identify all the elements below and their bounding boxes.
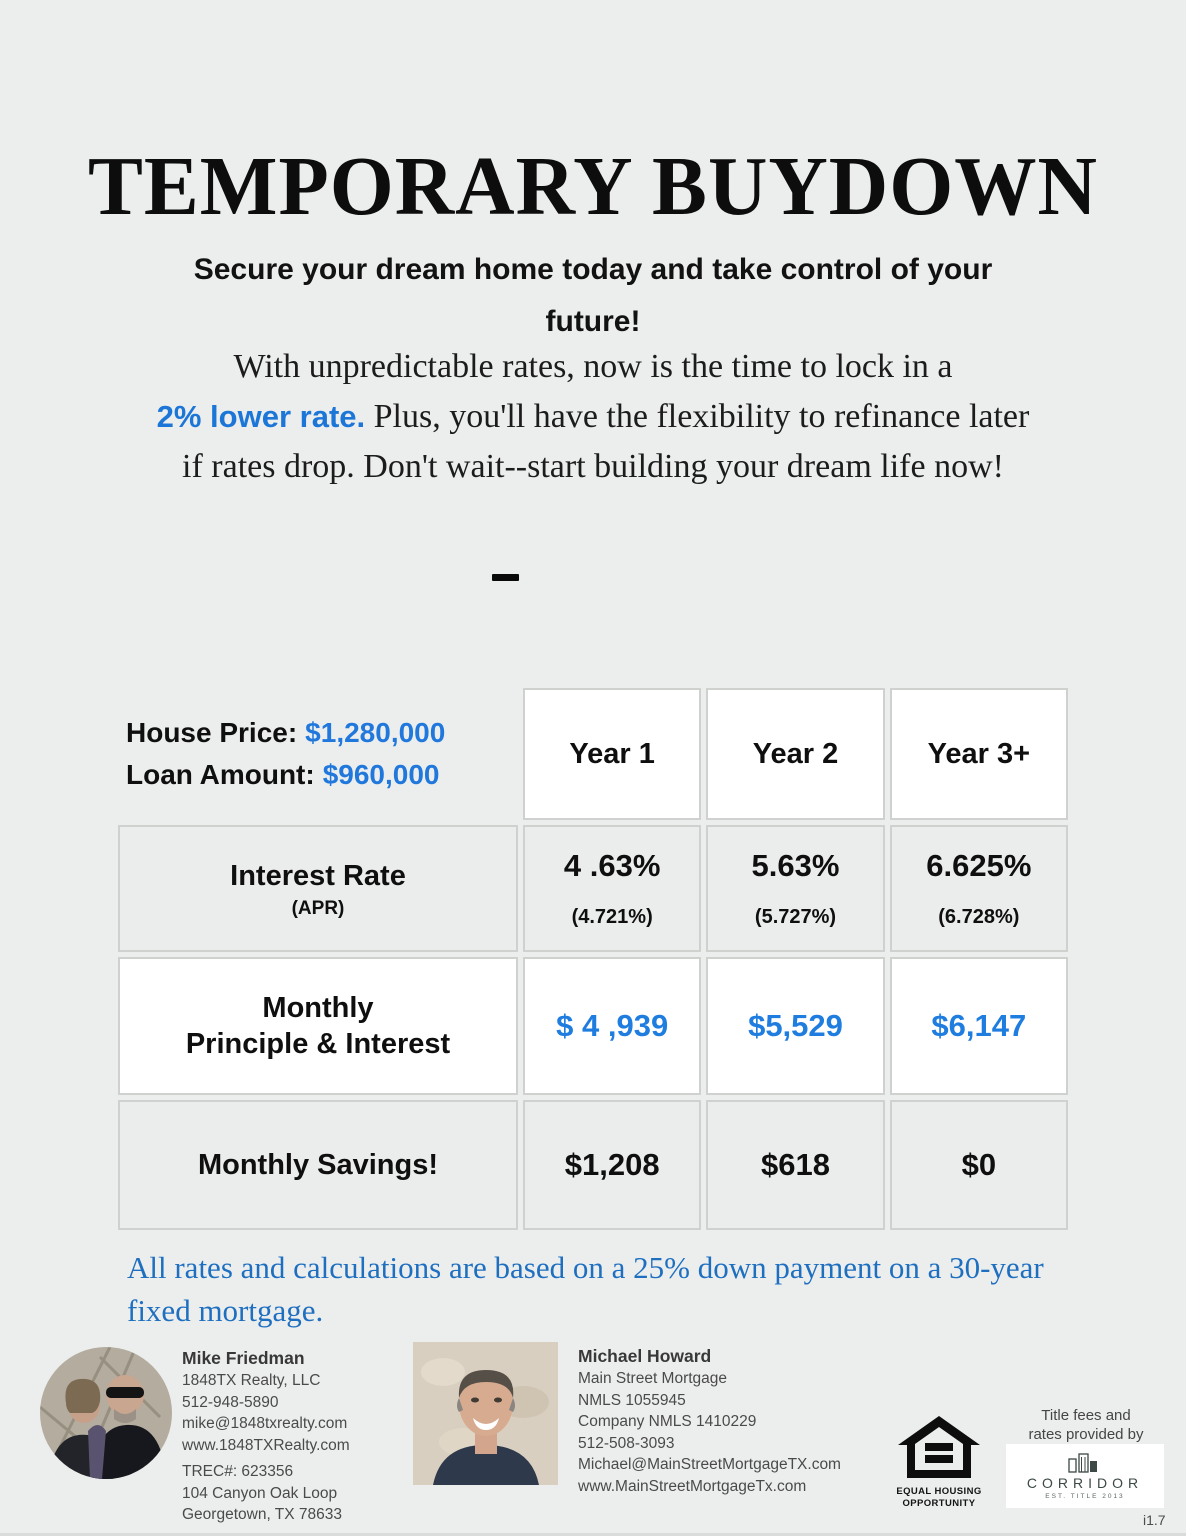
equal-housing-caption xyxy=(896,1486,982,1510)
corridor-tagline: EST. TITLE 2013 xyxy=(1045,1492,1125,1500)
lender-company: Main Street Mortgage xyxy=(578,1370,728,1387)
agent-photo-mike-friedman xyxy=(40,1347,172,1479)
lender-email: Michael@MainStreetMortgageTX.com xyxy=(578,1456,841,1473)
interest-rate-year-1 xyxy=(523,825,701,952)
house-price-label: House Price: xyxy=(126,717,298,748)
interest-rate-label-cell xyxy=(118,825,518,952)
loan-amount-label: Loan Amount: xyxy=(126,759,315,790)
house-price-value: $1,280,000 xyxy=(305,717,446,748)
title-fees-line-2: rates provided by xyxy=(1028,1426,1144,1443)
column-header-year-1: Year 1 xyxy=(523,688,701,820)
page-title: TEMPORARY BUYDOWN xyxy=(88,140,1098,233)
savings-year-2: $618 xyxy=(706,1100,884,1230)
title-fees-line-1: Title fees and xyxy=(1041,1407,1131,1424)
intro-line-1: With unpredictable rates, now is the time to lock in a xyxy=(233,348,953,385)
intro-line-2 xyxy=(0,392,1186,442)
loan-amount-line xyxy=(126,754,440,796)
payment-label-line-1: Monthly xyxy=(262,992,374,1024)
column-header-year-2: Year 2 xyxy=(706,688,884,820)
loan-amount-value: $960,000 xyxy=(322,759,440,790)
lender-website: www.MainStreetMortgageTx.com xyxy=(578,1477,807,1495)
column-header-year-3: Year 3+ xyxy=(890,688,1068,820)
interest-rate-year-3 xyxy=(890,825,1068,952)
rate-year-2: 5.63% xyxy=(751,848,840,883)
version-tag: i1.7 xyxy=(1143,1512,1166,1528)
lender-photo-illustration xyxy=(413,1342,558,1485)
title-fees-caption xyxy=(1000,1406,1172,1444)
disclaimer-note: All rates and calculations are based on a 25% down payment on a 30-year fixed mortgage. xyxy=(127,1250,1044,1328)
intro-line-2-rest: Plus, you'll have the flexibility to refinance later xyxy=(373,398,1030,435)
apr-year-3: (6.728%) xyxy=(938,906,1020,928)
subtitle-line-2: future! xyxy=(545,305,641,338)
intro-line-3: if rates drop. Don't wait--start building your dream life now! xyxy=(182,448,1004,485)
lender-company-nmls: Company NMLS 1410229 xyxy=(578,1413,757,1430)
payment-year-3: $6,147 xyxy=(890,957,1068,1095)
agent-address-2: Georgetown, TX 78633 xyxy=(182,1506,342,1523)
savings-year-1: $1,208 xyxy=(523,1100,701,1230)
corridor-title-logo xyxy=(1006,1444,1164,1508)
lender-name: Michael Howard xyxy=(578,1346,712,1366)
payment-year-2: $5,529 xyxy=(706,957,884,1095)
buydown-rate-table xyxy=(118,688,1068,1230)
lender-nmls: NMLS 1055945 xyxy=(578,1391,686,1409)
house-price-line xyxy=(126,712,445,754)
couple-photo-illustration xyxy=(40,1347,172,1479)
loan-summary-cell xyxy=(118,688,518,820)
interest-rate-year-2 xyxy=(706,825,884,952)
equal-housing-caption-line-2: OPPORTUNITY xyxy=(902,1498,976,1509)
apr-sublabel: (APR) xyxy=(291,897,345,919)
contact-card-michael-howard xyxy=(578,1344,841,1497)
agent-email: mike@1848txrealty.com xyxy=(182,1415,348,1432)
rate-year-1: 4 .63% xyxy=(563,848,661,883)
equal-housing-logo xyxy=(896,1416,982,1510)
payment-label-line-2: Principle & Interest xyxy=(185,1028,451,1060)
payment-label-cell xyxy=(118,957,518,1095)
equal-housing-caption-line-1: EQUAL HOUSING xyxy=(896,1486,982,1497)
equal-housing-house-icon xyxy=(898,1416,980,1478)
agent-photo-michael-howard xyxy=(413,1342,558,1485)
contact-card-mike-friedman xyxy=(182,1346,350,1526)
subtitle xyxy=(0,244,1186,348)
agent-address-1: 104 Canyon Oak Loop xyxy=(182,1484,338,1502)
subtitle-line-1: Secure your dream home today and take control of your xyxy=(193,253,993,286)
rate-year-3: 6.625% xyxy=(926,848,1032,883)
agent-website: www.1848TXRealty.com xyxy=(182,1436,350,1454)
agent-phone: 512-948-5890 xyxy=(182,1393,279,1411)
divider-dash xyxy=(492,574,519,581)
corridor-wordmark: CORRIDOR xyxy=(1026,1474,1144,1491)
corridor-buildings-icon xyxy=(1068,1453,1102,1473)
agent-name: Mike Friedman xyxy=(182,1348,305,1368)
apr-year-1: (4.721%) xyxy=(571,906,653,928)
agent-company: 1848TX Realty, LLC xyxy=(182,1372,321,1389)
savings-year-3: $0 xyxy=(890,1100,1068,1230)
savings-label-cell: Monthly Savings! xyxy=(118,1100,518,1230)
agent-license: TREC#: 623356 xyxy=(182,1463,294,1480)
lender-phone: 512-508-3093 xyxy=(578,1434,675,1452)
payment-year-1: $ 4 ,939 xyxy=(523,957,701,1095)
interest-rate-label: Interest Rate xyxy=(230,859,406,892)
intro-paragraph xyxy=(0,342,1186,492)
apr-year-2: (5.727%) xyxy=(754,906,837,928)
rate-highlight: 2% lower rate. xyxy=(156,399,366,434)
